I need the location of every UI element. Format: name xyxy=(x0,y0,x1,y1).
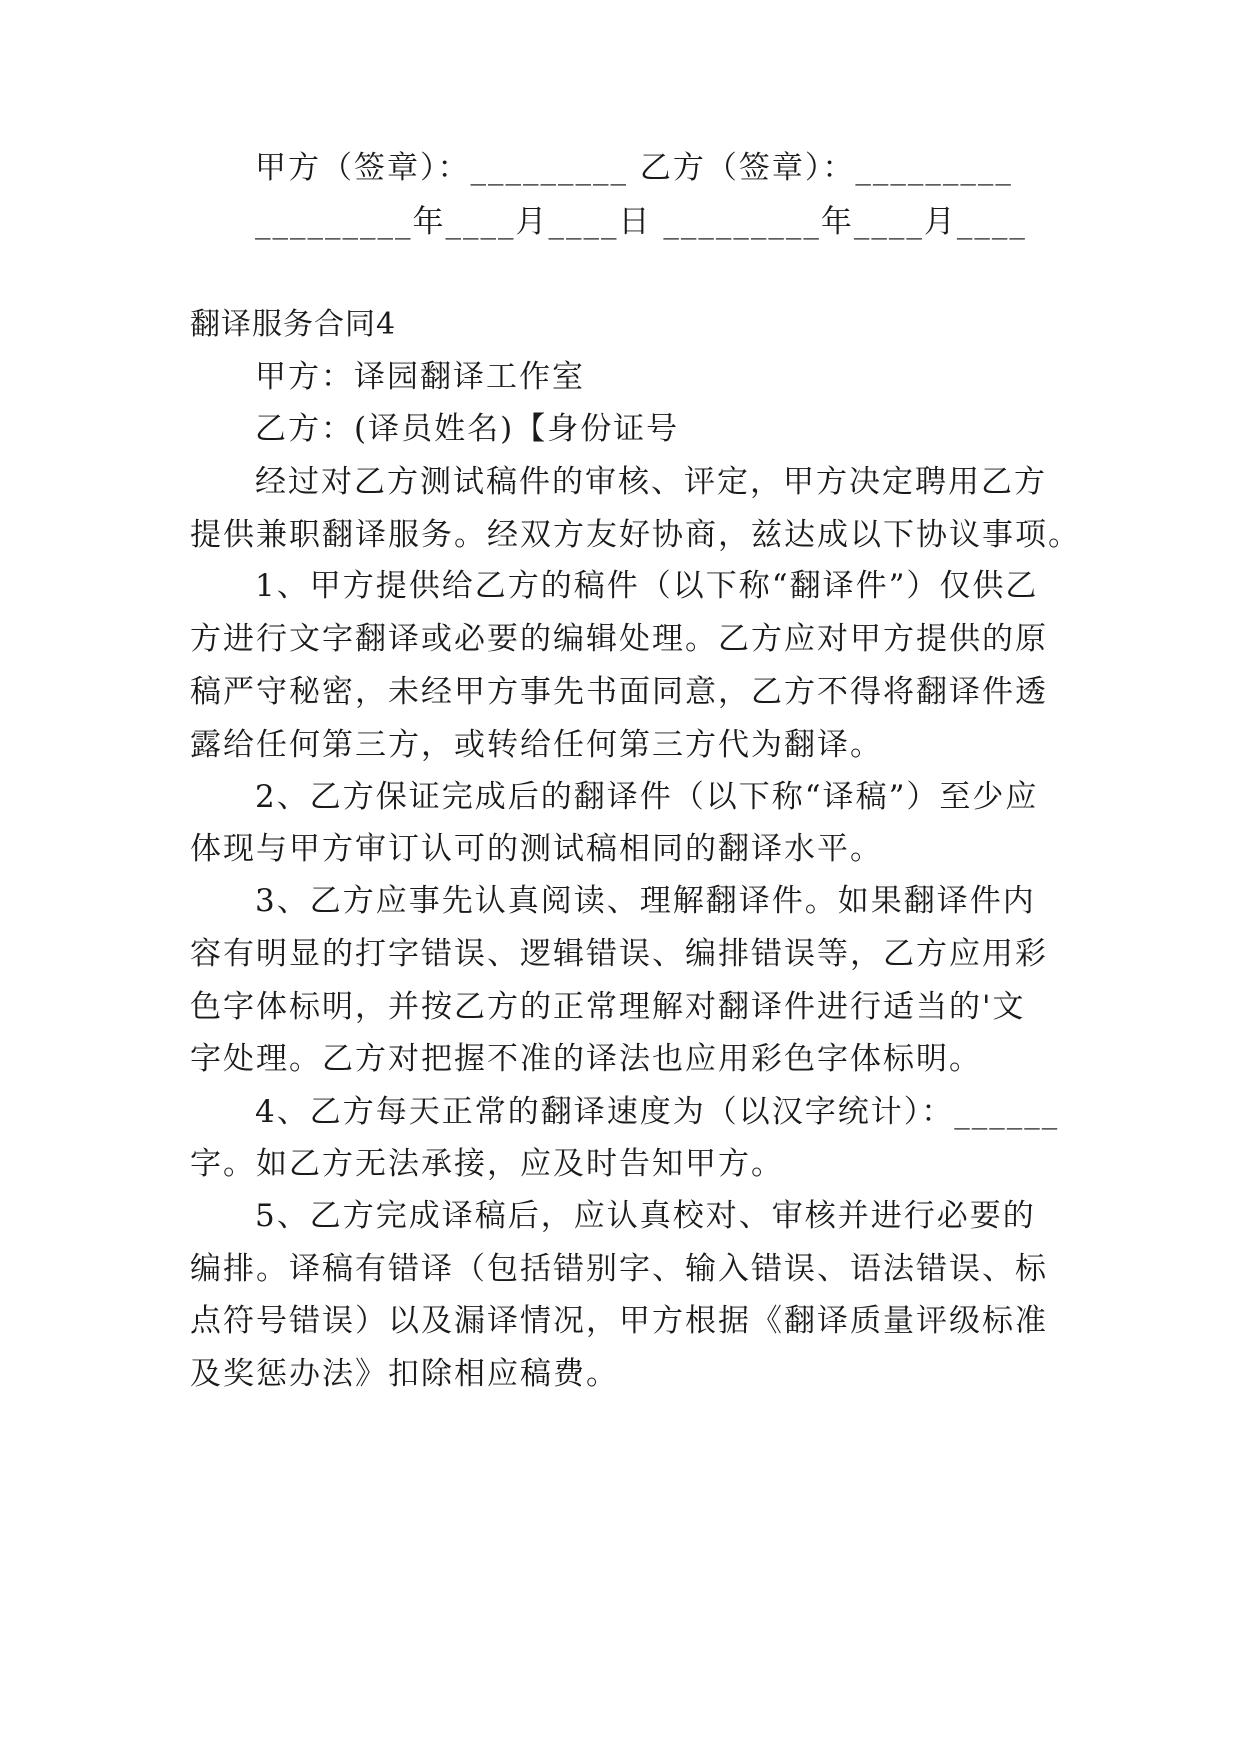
contract-title: 翻译服务合同4 xyxy=(190,307,397,342)
paragraph-line: 容有明显的打字错误、逻辑错误、编排错误等，乙方应用彩 xyxy=(190,936,1048,972)
party-b: 乙方：(译员姓名)【身份证号 xyxy=(255,411,680,447)
party-a: 甲方：译园翻译工作室 xyxy=(255,359,585,395)
paragraph-line: 方进行文字翻译或必要的编辑处理。乙方应对甲方提供的原 xyxy=(190,621,1048,657)
signature-line: 甲方（签章）：_________ 乙方（签章）：_________ xyxy=(255,150,1013,186)
paragraph-line: 露给任何第三方，或转给任何第三方代为翻译。 xyxy=(190,727,883,763)
paragraph-line: 4、乙方每天正常的翻译速度为（以汉字统计）：______ xyxy=(255,1094,1060,1130)
paragraph-line: 提供兼职翻译服务。经双方友好协商，兹达成以下协议事项。 xyxy=(190,517,1081,553)
paragraph-line: 2、乙方保证完成后的翻译件（以下称“译稿”）至少应 xyxy=(255,779,1039,815)
paragraph-line: 点符号错误）以及漏译情况，甲方根据《翻译质量评级标准 xyxy=(190,1303,1048,1339)
paragraph-line: 1、甲方提供给乙方的稿件（以下称“翻译件”）仅供乙 xyxy=(255,568,1039,604)
paragraph-line: 3、乙方应事先认真阅读、理解翻译件。如果翻译件内 xyxy=(255,883,1036,919)
paragraph-line: 编排。译稿有错译（包括错别字、输入错误、语法错误、标 xyxy=(190,1251,1048,1287)
paragraph-line: 5、乙方完成译稿后，应认真校对、审核并进行必要的 xyxy=(255,1198,1036,1234)
paragraph-line: 色字体标明，并按乙方的正常理解对翻译件进行适当的'文 xyxy=(190,989,1026,1025)
paragraph-line: 字。如乙方无法承接，应及时告知甲方。 xyxy=(190,1146,784,1182)
date-line: _________年____月____日 _________年____月____ xyxy=(255,204,1027,240)
paragraph-line: 及奖惩办法》扣除相应稿费。 xyxy=(190,1356,619,1392)
paragraph-line: 稿严守秘密，未经甲方事先书面同意，乙方不得将翻译件透 xyxy=(190,674,1048,710)
paragraph-line: 经过对乙方测试稿件的审核、评定，甲方决定聘用乙方 xyxy=(255,464,1047,500)
paragraph-line: 字处理。乙方对把握不准的译法也应用彩色字体标明。 xyxy=(190,1041,982,1077)
paragraph-line: 体现与甲方审订认可的测试稿相同的翻译水平。 xyxy=(190,831,883,867)
